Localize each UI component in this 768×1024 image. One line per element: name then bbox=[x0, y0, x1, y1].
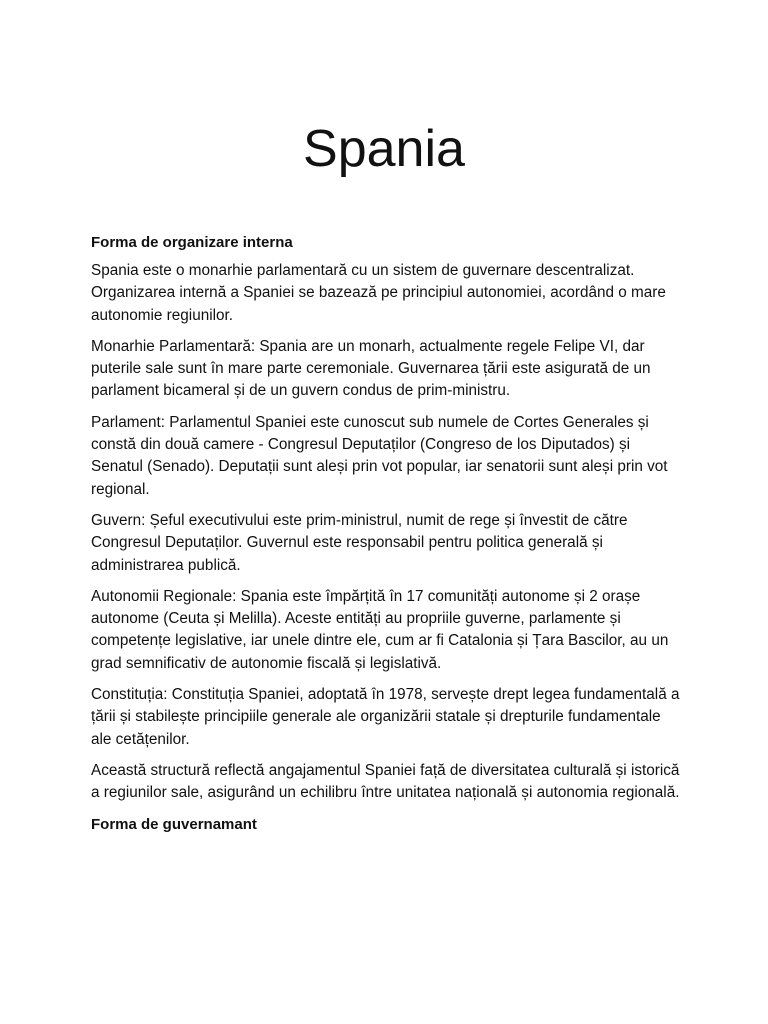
page-title: Spania bbox=[303, 120, 465, 178]
paragraph-parlament: Parlament: Parlamentul Spaniei este cunoscut sub numele de Cortes Generales și constă din două camere - Congresul Deputaților (Congreso de los Diputados) și Senatul (Senado). Deputații sunt aleși prin vot popular, iar senatorii sunt aleși prin vot regional. bbox=[91, 413, 668, 498]
paragraph-concluzie: Această structură reflectă angajamentul Spaniei față de diversitatea culturală și istorică a regiunilor sale, asigurând un echilibru între unitatea națională și autonomia regională. bbox=[91, 761, 680, 802]
document-body bbox=[91, 232, 683, 842]
paragraph-monarhie: Monarhie Parlamentară: Spania are un monarh, actualmente regele Felipe VI, dar puterile sale sunt în mare parte ceremoniale. Guvernarea țării este asigurată de un parlament bicameral și de un guvern condus de prim-ministru. bbox=[91, 337, 651, 400]
paragraph-autonomii: Autonomii Regionale: Spania este împărțită în 17 comunități autonome și 2 orașe autonome (Ceuta și Melilla). Aceste entități au propriile guverne, parlamente și competențe legislative, iar unele dintre ele, cum ar fi Catalonia și Țara Bascilor, au un grad semnificativ de autonomie fiscală și legislativă. bbox=[91, 587, 669, 672]
paragraph-guvern: Guvern: Șeful executivului este prim-ministrul, numit de rege și învestit de către Congresul Deputaților. Guvernul este responsabil pentru politica generală și administrarea publică. bbox=[91, 511, 628, 574]
paragraph-constitutia: Constituția: Constituția Spaniei, adoptată în 1978, servește drept legea fundamentală a țării și stabilește principiile generale ale organizării statale și drepturile fundamentale ale cetățenilor. bbox=[91, 686, 680, 748]
section-heading-organizare: Forma de organizare interna bbox=[91, 234, 293, 251]
section-heading-guvernamant: Forma de guvernamant bbox=[91, 815, 257, 833]
paragraph-intro: Spania este o monarhie parlamentară cu un sistem de guvernare descentralizat. Organizarea internă a Spaniei se bazează pe principiul autonomiei, acordând o mare autonomie regiunilor. bbox=[91, 262, 666, 324]
